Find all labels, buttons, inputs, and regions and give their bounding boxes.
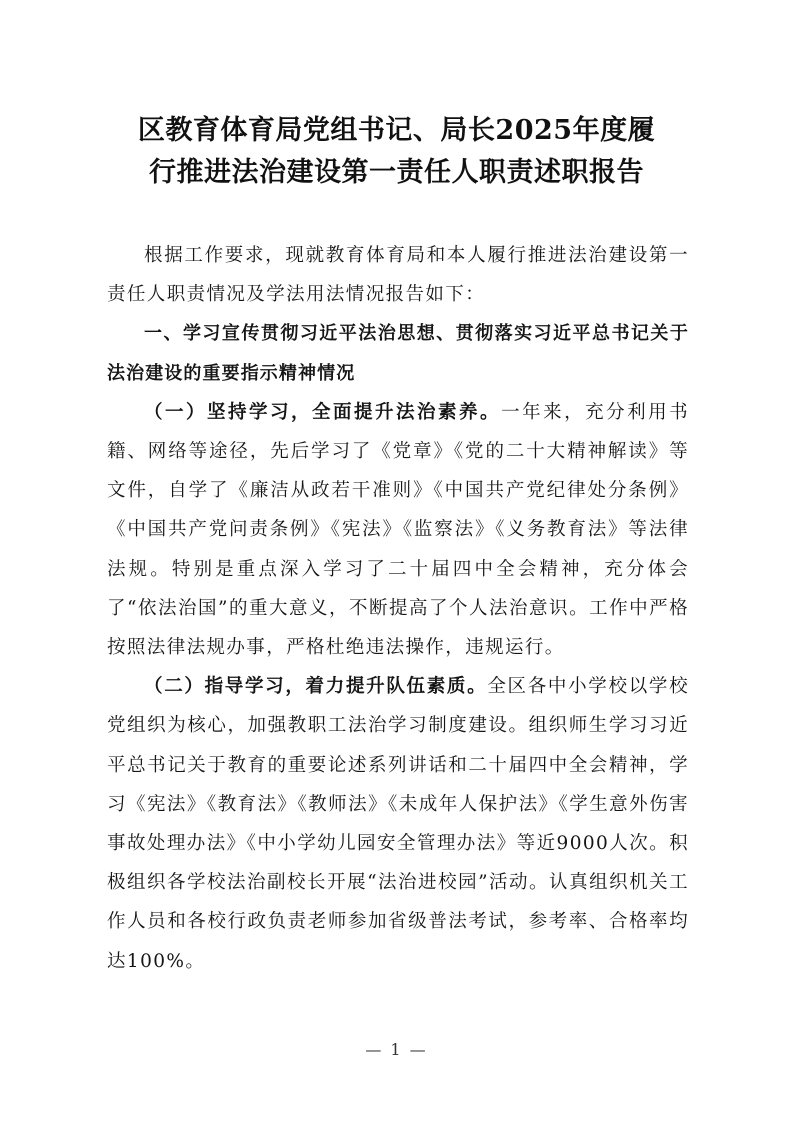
document-body xyxy=(107,236,689,981)
paragraph-2-text: 全区各中小学校以学校党组织为核心，加强教职工法治学习制度建设。组织师生学习习近平总书记关于教育的重要论述系列讲话和二十届四中全会精神，学习《宪法》《教育法》《教师法》《未成年人保护法》《学生意外伤害事故处理办法》《中小学幼儿园安全管理办法》等近9000人次。积极组织各学校法治副校长开展“法治进校园”活动。认真组织机关工作人员和各校行政负责老师参加省级普法考试，参考率、合格率均达100%。 xyxy=(107,676,689,972)
document-title xyxy=(100,110,693,194)
intro-paragraph: 根据工作要求，现就教育体育局和本人履行推进法治建设第一责任人职责情况及学法用法情况报告如下： xyxy=(107,245,689,306)
paragraph-2 xyxy=(107,667,689,981)
paragraph-1 xyxy=(107,393,689,667)
title-line-2: 行推进法治建设第一责任人职责述职报告 xyxy=(149,157,644,188)
page-number: — 1 — xyxy=(365,1040,428,1059)
paragraph-2-lead: （二）指导学习，着力提升队伍素质。 xyxy=(144,676,488,698)
section-1-heading: 一、学习宣传贯彻习近平法治思想、贯彻落实习近平总书记关于法治建设的重要指示精神情况 xyxy=(107,323,689,384)
paragraph-1-lead: （一）坚持学习，全面提升法治素养。 xyxy=(144,401,502,423)
paragraph-1-text: 一年来，充分利用书籍、网络等途径，先后学习了《党章》《党的二十大精神解读》等文件，自学了《廉洁从政若干准则》《中国共产党纪律处分条例》《中国共产党问责条例》《宪法》《监察法》《义务教育法》等法律法规。特别是重点深入学习了二十届四中全会精神，充分体会了“依法治国”的重大意义，不断提高了个人法治意识。工作中严格按照法律法规办事，严格杜绝违法操作，违规运行。 xyxy=(107,401,689,659)
title-line-1: 区教育体育局党组书记、局长2025年度履 xyxy=(137,115,656,146)
